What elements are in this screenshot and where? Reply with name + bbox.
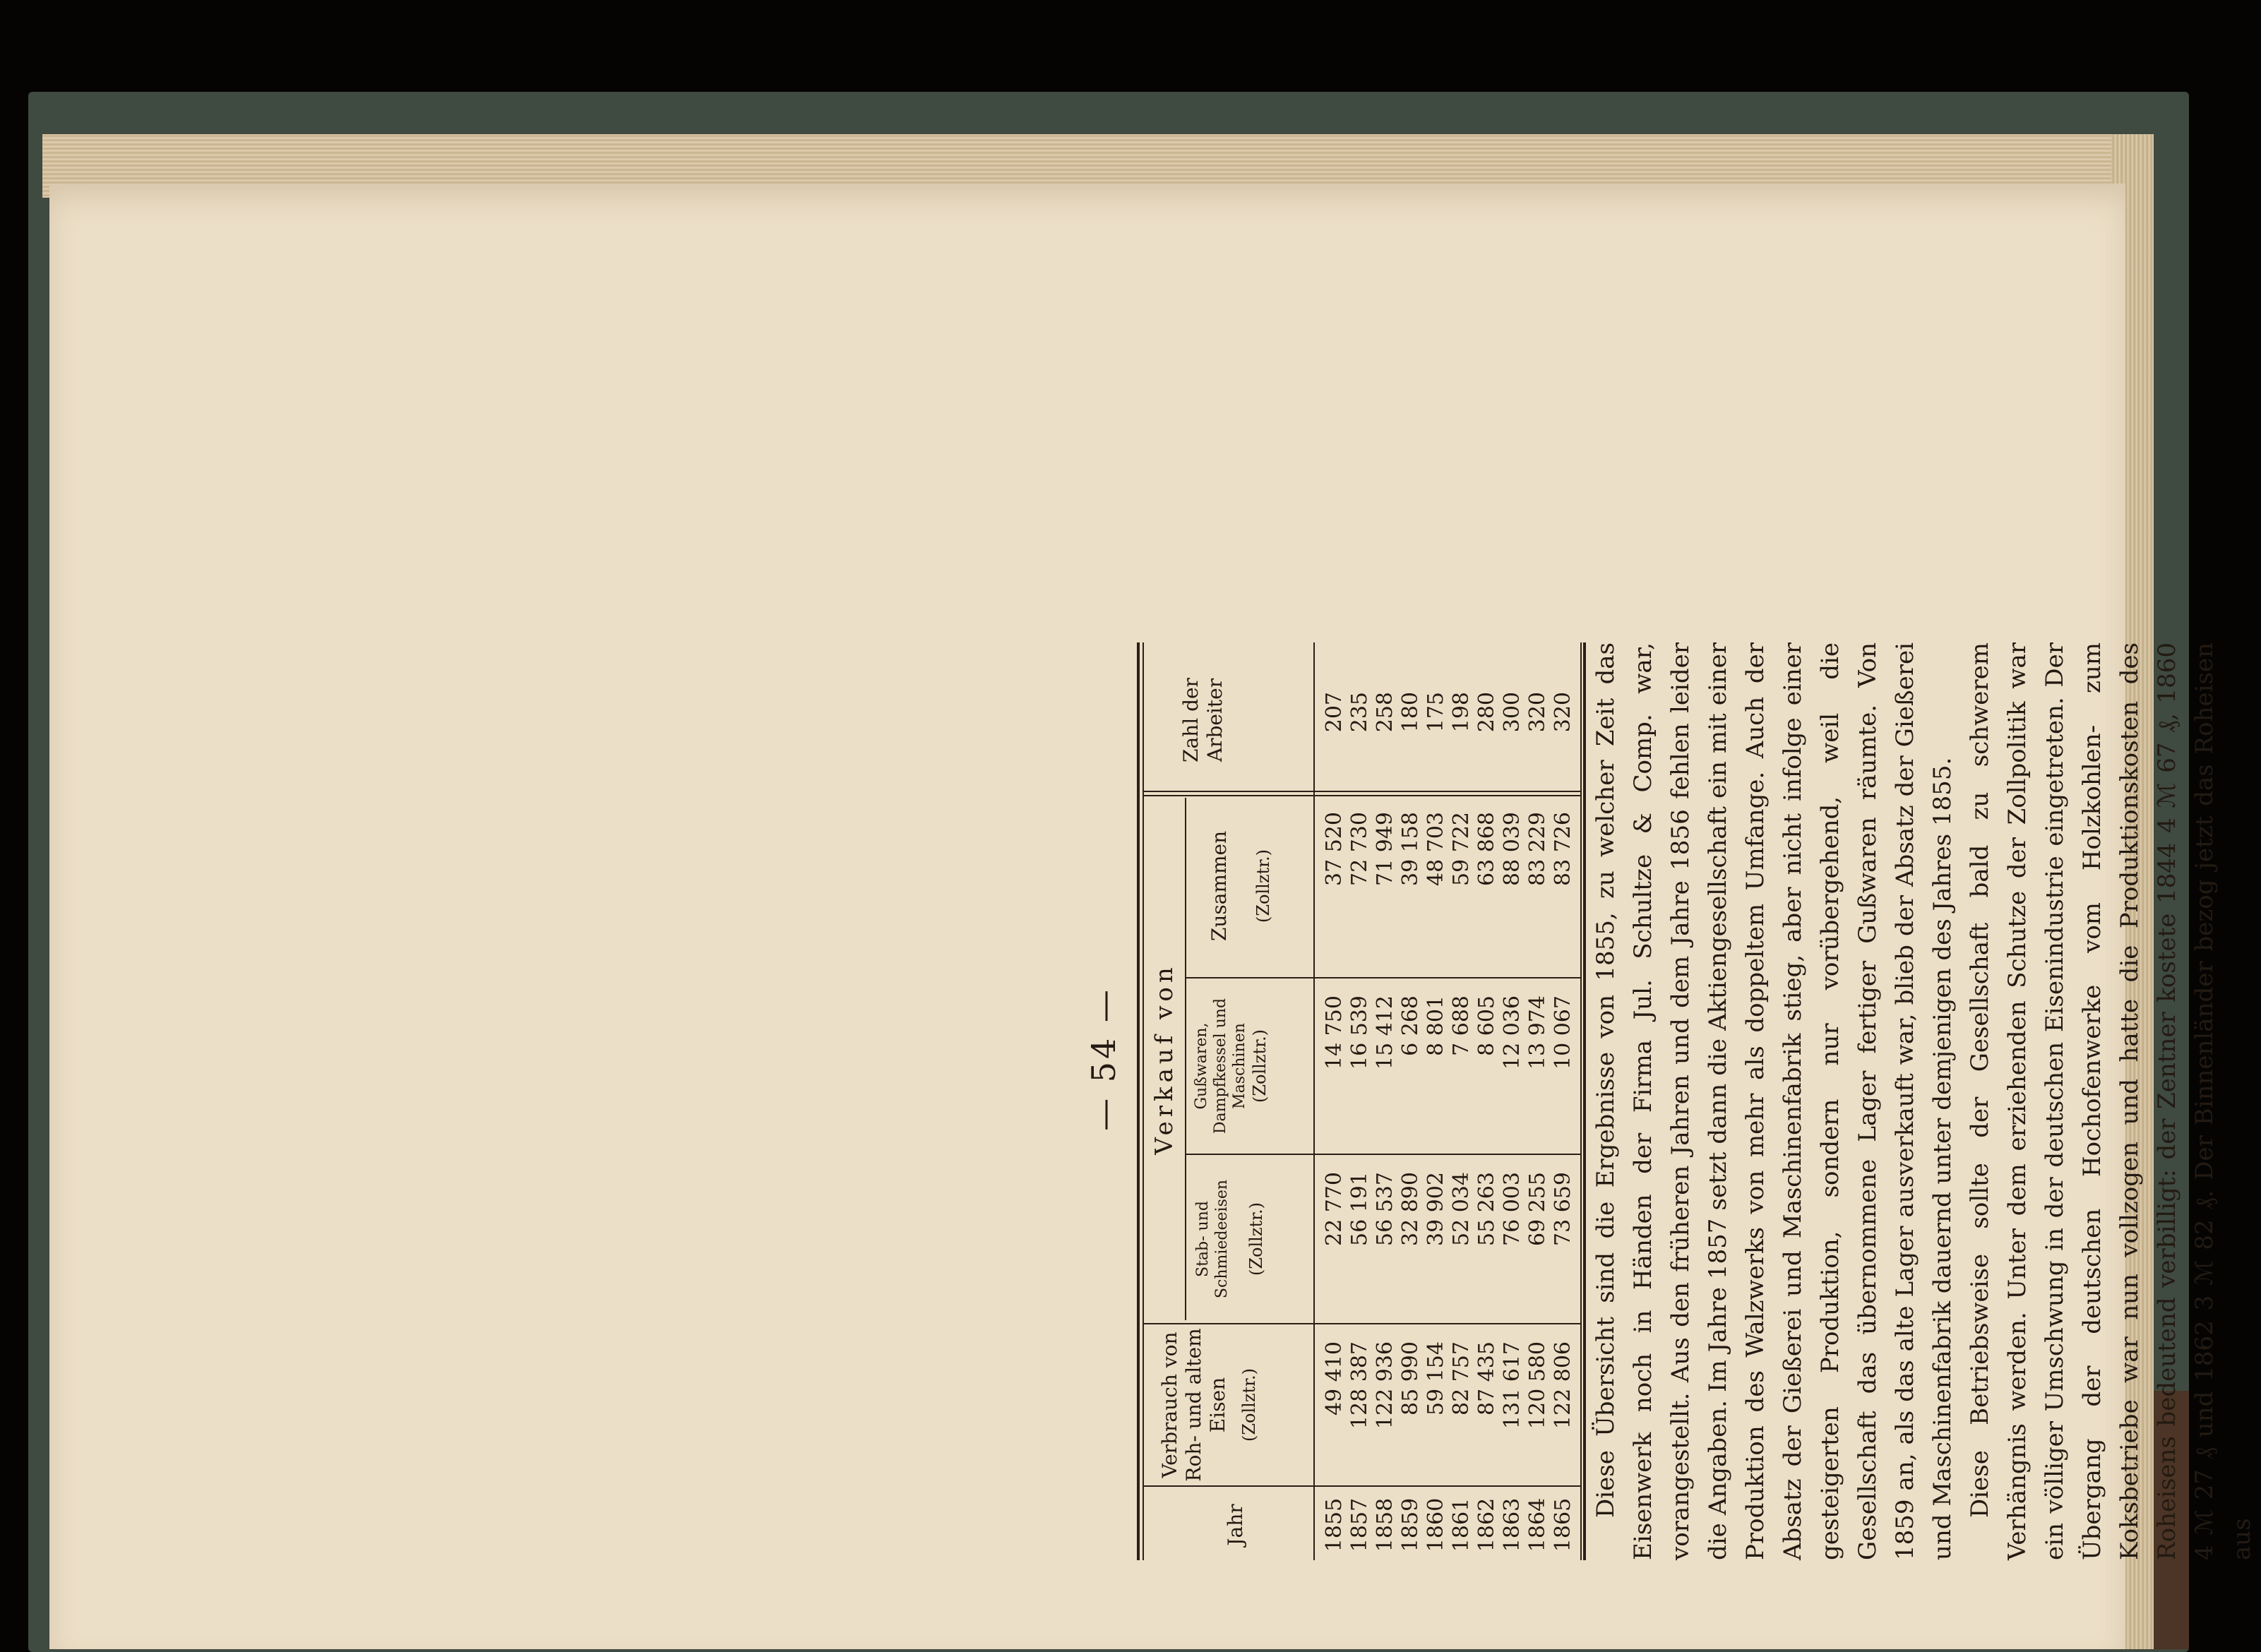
cell-zusammen: 37 520	[1322, 812, 1347, 886]
header-jahr: Jahr	[1224, 1504, 1247, 1546]
cell-arbeiter: 235	[1347, 692, 1372, 733]
header-zusammen	[1207, 798, 1275, 974]
table-row	[1551, 642, 1577, 1560]
cell-stab: 73 659	[1551, 1172, 1575, 1246]
cell-guss: 7 688	[1449, 995, 1474, 1056]
cell-guss: 13 974	[1525, 995, 1550, 1070]
page-content	[367, 508, 2256, 1610]
header-rule	[1185, 798, 1186, 1320]
cell-year: 1858	[1373, 1497, 1397, 1552]
cell-year: 1859	[1398, 1497, 1423, 1552]
cell-year: 1855	[1322, 1497, 1347, 1552]
cell-verbrauch: 122 936	[1373, 1341, 1397, 1430]
page-number: — 54 —	[1085, 987, 1123, 1131]
table-row	[1525, 642, 1552, 1560]
cell-guss: 15 412	[1373, 995, 1397, 1070]
table-row	[1322, 642, 1349, 1560]
header-verkauf-von: Verkauf von	[1150, 963, 1179, 1155]
header-zusammen-label: Zusammen	[1207, 830, 1231, 942]
cell-stab: 76 003	[1500, 1172, 1525, 1246]
cell-stab: 39 902	[1424, 1172, 1448, 1246]
cell-zusammen: 71 949	[1373, 812, 1397, 886]
header-verbrauch	[1158, 1327, 1261, 1483]
cell-verbrauch: 87 435	[1474, 1341, 1499, 1415]
cell-guss: 16 539	[1347, 995, 1372, 1070]
paragraph: Diese Übersicht sind die Ergebnisse von 1855, zu welcher Zeit das Eisenwerk noch in Händen der Firma Jul. Schultze & Comp. war, vorangestellt. Aus den früheren Jahren und dem Jahre 1856 fehlen leider die Angaben. Im Jahre 1857 setzt dann die Aktiengesellschaft ein mit einer Produktion des Walzwerks von mehr als doppeltem Umfange. Auch der Absatz der Gießerei und Maschinenfabrik stieg, aber nicht infolge einer gesteigerten Produktion, sondern nur vorübergehend, weil die Gesellschaft das übernommene Lager fertiger Gußwaren räumte. Von 1859 an, als das alte Lager ausverkauft war, blieb der Absatz der Gießerei und Maschinenfabrik dauernd unter demjenigen des Jahres 1855.	[1592, 642, 1957, 1560]
header-stab-label: Stab- und Schmiedeeisen	[1194, 1179, 1231, 1299]
cell-arbeiter: 175	[1424, 692, 1448, 733]
cell-arbeiter: 320	[1525, 692, 1550, 733]
cell-verbrauch: 85 990	[1398, 1341, 1423, 1415]
cell-arbeiter: 180	[1398, 692, 1423, 733]
header-arbeiter: Zahl der Arbeiter	[1179, 678, 1227, 762]
table-row	[1373, 642, 1400, 1560]
cell-guss: 10 067	[1551, 995, 1575, 1070]
cell-zusammen: 83 229	[1525, 812, 1550, 886]
header-stab-unit: (Zollztr.)	[1246, 1202, 1266, 1276]
header-guss-label: Gußwaren, Dampfkessel und Maschinen	[1193, 998, 1248, 1135]
table-top-rule	[1137, 642, 1144, 1560]
cell-verbrauch: 122 806	[1551, 1341, 1575, 1430]
cell-year: 1860	[1424, 1497, 1448, 1552]
table-row	[1347, 642, 1374, 1560]
table-row	[1398, 642, 1425, 1560]
table-row	[1449, 642, 1476, 1560]
cell-guss: 14 750	[1322, 995, 1347, 1070]
cell-zusammen: 63 868	[1474, 812, 1499, 886]
cell-verbrauch: 128 387	[1347, 1341, 1372, 1430]
header-verbrauch-label: Verbrauch von Roh- und altem Eisen	[1158, 1328, 1229, 1482]
cell-year: 1865	[1551, 1497, 1575, 1552]
cell-stab: 32 890	[1398, 1172, 1423, 1246]
cell-stab: 69 255	[1525, 1172, 1550, 1246]
header-stab	[1193, 1158, 1266, 1320]
table-row	[1424, 642, 1450, 1560]
cell-guss: 8 801	[1424, 995, 1448, 1056]
cell-guss: 12 036	[1500, 995, 1525, 1070]
cell-arbeiter: 207	[1322, 692, 1347, 733]
header-guss-unit: (Zollztr.)	[1250, 1029, 1270, 1103]
cell-zusammen: 39 158	[1398, 812, 1423, 886]
cell-stab: 55 263	[1474, 1172, 1499, 1246]
cell-verbrauch: 131 617	[1500, 1341, 1525, 1430]
cell-verbrauch: 82 757	[1449, 1341, 1474, 1415]
cell-guss: 6 268	[1398, 995, 1423, 1056]
cell-arbeiter: 258	[1373, 692, 1397, 733]
cell-zusammen: 83 726	[1551, 812, 1575, 886]
cell-year: 1863	[1500, 1497, 1525, 1552]
cell-stab: 56 191	[1347, 1172, 1372, 1246]
cell-arbeiter: 300	[1500, 692, 1525, 733]
cell-year: 1864	[1525, 1497, 1550, 1552]
cell-zusammen: 88 039	[1500, 812, 1525, 886]
table-bottom-rule	[1580, 642, 1586, 1560]
cell-arbeiter: 320	[1551, 692, 1575, 733]
table-row	[1500, 642, 1527, 1560]
cell-stab: 52 034	[1449, 1172, 1474, 1246]
cell-arbeiter: 280	[1474, 692, 1499, 733]
cell-guss: 8 605	[1474, 995, 1499, 1056]
cell-zusammen: 48 703	[1424, 812, 1448, 886]
cell-stab: 22 770	[1322, 1172, 1347, 1246]
paragraph: Diese Betriebsweise sollte der Gesellschaft bald zu schwerem Verhängnis werden. Unter dem erziehenden Schutze der Zollpolitik war ein völliger Umschwung in der deutschen Eisenindustrie eingetreten. Der Übergang der deutschen Hochofenwerke vom Holzkohlen- zum Koksbetriebe war nun vollzogen und hatte die Produktionskosten des Roheisens bedeutend verbilligt: der Zentner kostete 1844 4 ℳ 67 ₰, 1860 4 ℳ 27 ₰ und 1862 3 ℳ 82 ₰. Der Binnenländer bezog jetzt das Roheisen aus	[1966, 642, 2256, 1560]
cell-year: 1861	[1449, 1497, 1474, 1552]
table-row	[1474, 642, 1501, 1560]
header-guss	[1192, 981, 1270, 1151]
header-zusammen-unit: (Zollztr.)	[1253, 849, 1273, 923]
cell-year: 1862	[1474, 1497, 1499, 1552]
header-verbrauch-unit: (Zollztr.)	[1239, 1368, 1259, 1442]
cell-zusammen: 72 730	[1347, 812, 1372, 886]
cell-year: 1857	[1347, 1497, 1372, 1552]
cell-arbeiter: 198	[1449, 692, 1474, 733]
header-bottom-rule	[1313, 642, 1315, 1560]
body-text	[1587, 642, 2261, 1560]
cell-verbrauch: 49 410	[1322, 1341, 1347, 1415]
cell-stab: 56 537	[1373, 1172, 1397, 1246]
cell-zusammen: 59 722	[1449, 812, 1474, 886]
cell-verbrauch: 59 154	[1424, 1341, 1448, 1415]
cell-verbrauch: 120 580	[1525, 1341, 1550, 1430]
